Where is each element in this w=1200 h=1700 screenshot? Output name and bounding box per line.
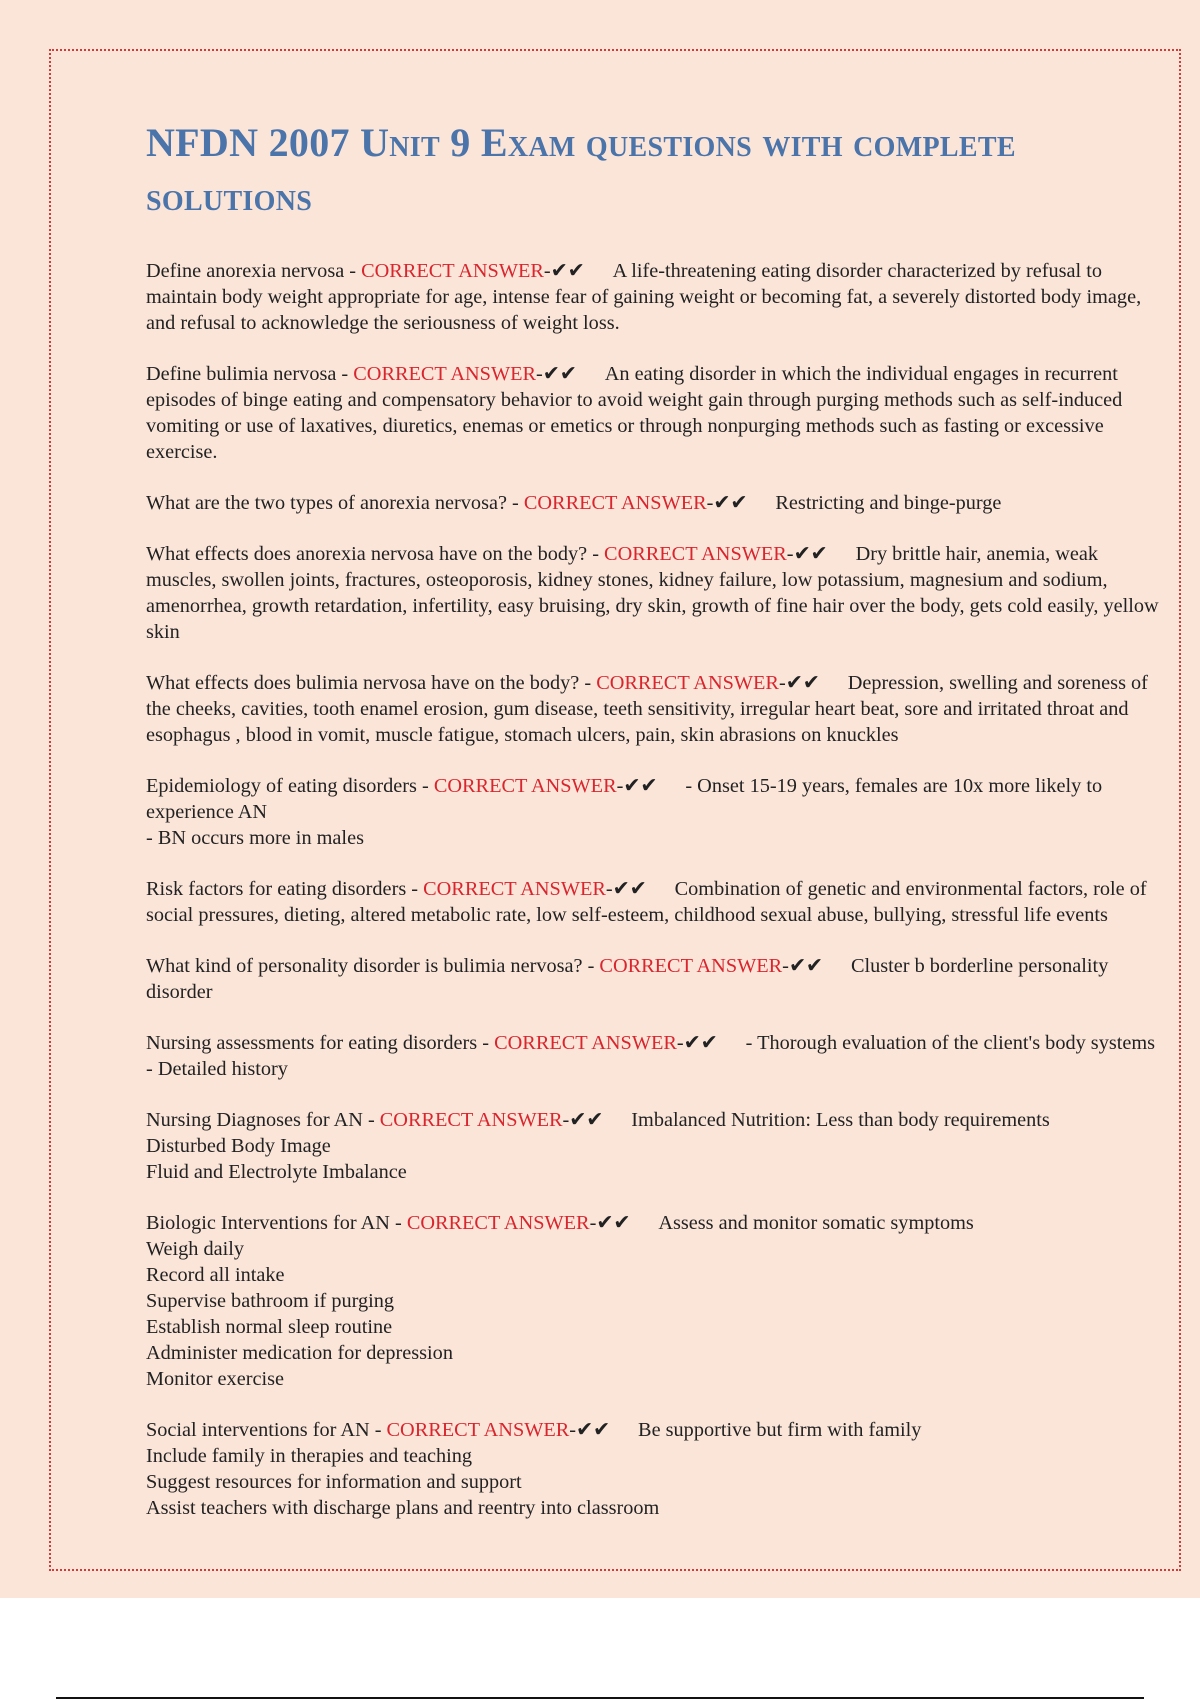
answer-text: Imbalanced Nutrition: Less than body requirements [631, 1109, 1050, 1131]
answer-line: Include family in therapies and teaching [146, 1445, 473, 1467]
correct-answer-label: CORRECT ANSWER [353, 363, 537, 385]
question-text: Nursing assessments for eating disorders [146, 1032, 478, 1054]
checkmark-icon: ✔✔ [793, 543, 828, 565]
answer-text: Dry brittle hair, anemia, weak muscles, swollen joints, fractures, osteoporosis, kidney stones, kidney failure, low potassium, magnesium and sodium, amenorrhea, growth retardation, infertility, easy bruising, dry skin, growth of fine hair over the body, gets cold easily, yellow skin [146, 543, 1159, 643]
correct-answer-label: CORRECT ANSWER [494, 1032, 677, 1054]
correct-answer-label: CORRECT ANSWER [361, 260, 544, 282]
question-text: Risk factors for eating disorders [146, 878, 407, 900]
question-text: Define bulimia nervosa [146, 363, 337, 385]
answer-text: Combination of genetic and environmental factors, role of social pressures, dieting, altered metabolic rate, low self-esteem, childhood sexual abuse, bullying, stressful life events [146, 878, 1147, 926]
qa-item: Biologic Interventions for AN - CORRECT ANSWER-✔✔ Assess and monitor somatic symptoms Weigh daily Record all intake Supervise bathroom if purging Establish normal sleep routine Administer medication for depression Monitor exercise [146, 1210, 1162, 1392]
answer-text: Cluster b borderline personality disorder [146, 955, 1109, 1003]
answer-line: Establish normal sleep routine [146, 1316, 393, 1338]
qa-list [146, 258, 1162, 1521]
checkmark-icon: ✔✔ [623, 775, 658, 797]
correct-answer-label: CORRECT ANSWER [433, 775, 617, 797]
checkmark-icon: ✔✔ [788, 955, 823, 977]
answer-line: Monitor exercise [146, 1368, 284, 1390]
qa-item: Risk factors for eating disorders - CORRECT ANSWER-✔✔ Combination of genetic and environmental factors, role of social pressures, dieting, altered metabolic rate, low self-esteem, childhood sexual abuse, bullying, stressful life events [146, 878, 1147, 926]
document-content [146, 116, 1162, 1546]
question-text: Define anorexia nervosa [146, 260, 345, 282]
answer-line: Disturbed Body Image [146, 1135, 331, 1157]
question-text: What are the two types of anorexia nervosa? [146, 492, 507, 514]
checkmark-icon: ✔✔ [569, 1109, 604, 1131]
answer-text: Be supportive but firm with family [638, 1419, 922, 1441]
qa-item: Define bulimia nervosa - CORRECT ANSWER-✔✔ An eating disorder in which the individual engages in recurrent episodes of binge eating and compensatory behavior to avoid weight gain through purging methods such as self-induced vomiting or use of laxatives, diuretics, enemas or emetics or through nonpurging methods such as fasting or excessive exercise. [146, 363, 1123, 463]
correct-answer-label: CORRECT ANSWER [423, 878, 606, 900]
qa-item: What kind of personality disorder is bulimia nervosa? - CORRECT ANSWER-✔✔ Cluster b borderline personality disorder [146, 955, 1109, 1003]
checkmark-icon: ✔✔ [542, 363, 577, 385]
correct-answer-label: CORRECT ANSWER [386, 1419, 570, 1441]
correct-answer-label: CORRECT ANSWER [523, 492, 707, 514]
qa-item: Epidemiology of eating disorders - CORRECT ANSWER-✔✔ - Onset 15-19 years, females are 10x more likely to experience AN - BN occurs more in males [146, 773, 1162, 851]
question-text: Biologic Interventions for AN [146, 1212, 390, 1234]
answer-text: An eating disorder in which the individual engages in recurrent episodes of binge eating and compensatory behavior to avoid weight gain through purging methods such as self-induced vomiting or use of laxatives, diuretics, enemas or emetics or through nonpurging methods such as fasting or excessive exercise. [146, 363, 1123, 463]
answer-line: - Detailed history [146, 1058, 288, 1080]
answer-line: Record all intake [146, 1264, 285, 1286]
question-text: Epidemiology of eating disorders [146, 775, 417, 797]
checkmark-icon: ✔✔ [596, 1212, 631, 1234]
answer-line: - BN occurs more in males [146, 827, 364, 849]
footer-rule [56, 1697, 1144, 1699]
correct-answer-label: CORRECT ANSWER [599, 955, 783, 977]
question-text: Social interventions for AN [146, 1419, 370, 1441]
checkmark-icon: ✔✔ [576, 1419, 611, 1441]
answer-text: Restricting and binge-purge [775, 492, 1002, 514]
document-title: NFDN 2007 Unit 9 Exam questions with complete solutions [146, 120, 1016, 219]
answer-line: Weigh daily [146, 1238, 245, 1260]
checkmark-icon: ✔✔ [612, 878, 647, 900]
answer-text: - Thorough evaluation of the client's body systems [745, 1032, 1156, 1054]
correct-answer-label: CORRECT ANSWER [379, 1109, 563, 1131]
qa-item: Social interventions for AN - CORRECT ANSWER-✔✔ Be supportive but firm with family Include family in therapies and teaching Suggest resources for information and support Assist teachers with discharge plans and reentry into classroom [146, 1417, 1162, 1521]
question-text: What kind of personality disorder is bulimia nervosa? [146, 955, 583, 977]
question-text: What effects does bulimia nervosa have on the body? [146, 672, 580, 694]
answer-line: Assist teachers with discharge plans and reentry into classroom [146, 1497, 660, 1519]
answer-line: Fluid and Electrolyte Imbalance [146, 1161, 407, 1183]
answer-text: Assess and monitor somatic symptoms [658, 1212, 974, 1234]
question-text: What effects does anorexia nervosa have on the body? [146, 543, 588, 565]
correct-answer-label: CORRECT ANSWER [596, 672, 779, 694]
answer-text: A life-threatening eating disorder characterized by refusal to maintain body weight appropriate for age, intense fear of gaining weight or becoming fat, a severely distorted body image, and refusal to acknowledge the seriousness of weight loss. [146, 260, 1142, 334]
checkmark-icon: ✔✔ [785, 672, 820, 694]
answer-text: - Onset 15-19 years, females are 10x more likely to experience AN [146, 775, 1103, 823]
checkmark-icon: ✔✔ [713, 492, 748, 514]
correct-answer-label: CORRECT ANSWER [604, 543, 787, 565]
qa-item: Nursing assessments for eating disorders - CORRECT ANSWER-✔✔ - Thorough evaluation of the client's body systems - Detailed history [146, 1030, 1162, 1082]
answer-line: Supervise bathroom if purging [146, 1290, 395, 1312]
question-text: Nursing Diagnoses for AN [146, 1109, 363, 1131]
checkmark-icon: ✔✔ [550, 260, 585, 282]
qa-item: Nursing Diagnoses for AN - CORRECT ANSWER-✔✔ Imbalanced Nutrition: Less than body requirements Disturbed Body Image Fluid and Electrolyte Imbalance [146, 1107, 1162, 1185]
answer-text: Depression, swelling and soreness of the cheeks, cavities, tooth enamel erosion, gum disease, teeth sensitivity, irregular heart beat, sore and irritated throat and esophagus , blood in vomit, muscle fatigue, stomach ulcers, pain, skin abrasions on knuckles [146, 672, 1148, 746]
qa-item: What are the two types of anorexia nervosa? - CORRECT ANSWER-✔✔ Restricting and binge-purge [146, 492, 1002, 514]
qa-item: What effects does bulimia nervosa have on the body? - CORRECT ANSWER-✔✔ Depression, swelling and soreness of the cheeks, cavities, tooth enamel erosion, gum disease, teeth sensitivity, irregular heart beat, sore and irritated throat and esophagus , blood in vomit, muscle fatigue, stomach ulcers, pain, skin abrasions on knuckles [146, 672, 1148, 746]
qa-item: What effects does anorexia nervosa have on the body? - CORRECT ANSWER-✔✔ Dry brittle hair, anemia, weak muscles, swollen joints, fractures, osteoporosis, kidney stones, kidney failure, low potassium, magnesium and sodium, amenorrhea, growth retardation, infertility, easy bruising, dry skin, growth of fine hair over the body, gets cold easily, yellow skin [146, 543, 1159, 643]
answer-line: Suggest resources for information and support [146, 1471, 522, 1493]
answer-line: Administer medication for depression [146, 1342, 453, 1364]
correct-answer-label: CORRECT ANSWER [406, 1212, 590, 1234]
checkmark-icon: ✔✔ [683, 1032, 718, 1054]
qa-item: Define anorexia nervosa - CORRECT ANSWER-✔✔ A life-threatening eating disorder characterized by refusal to maintain body weight appropriate for age, intense fear of gaining weight or becoming fat, a severely distorted body image, and refusal to acknowledge the seriousness of weight loss. [146, 260, 1142, 334]
